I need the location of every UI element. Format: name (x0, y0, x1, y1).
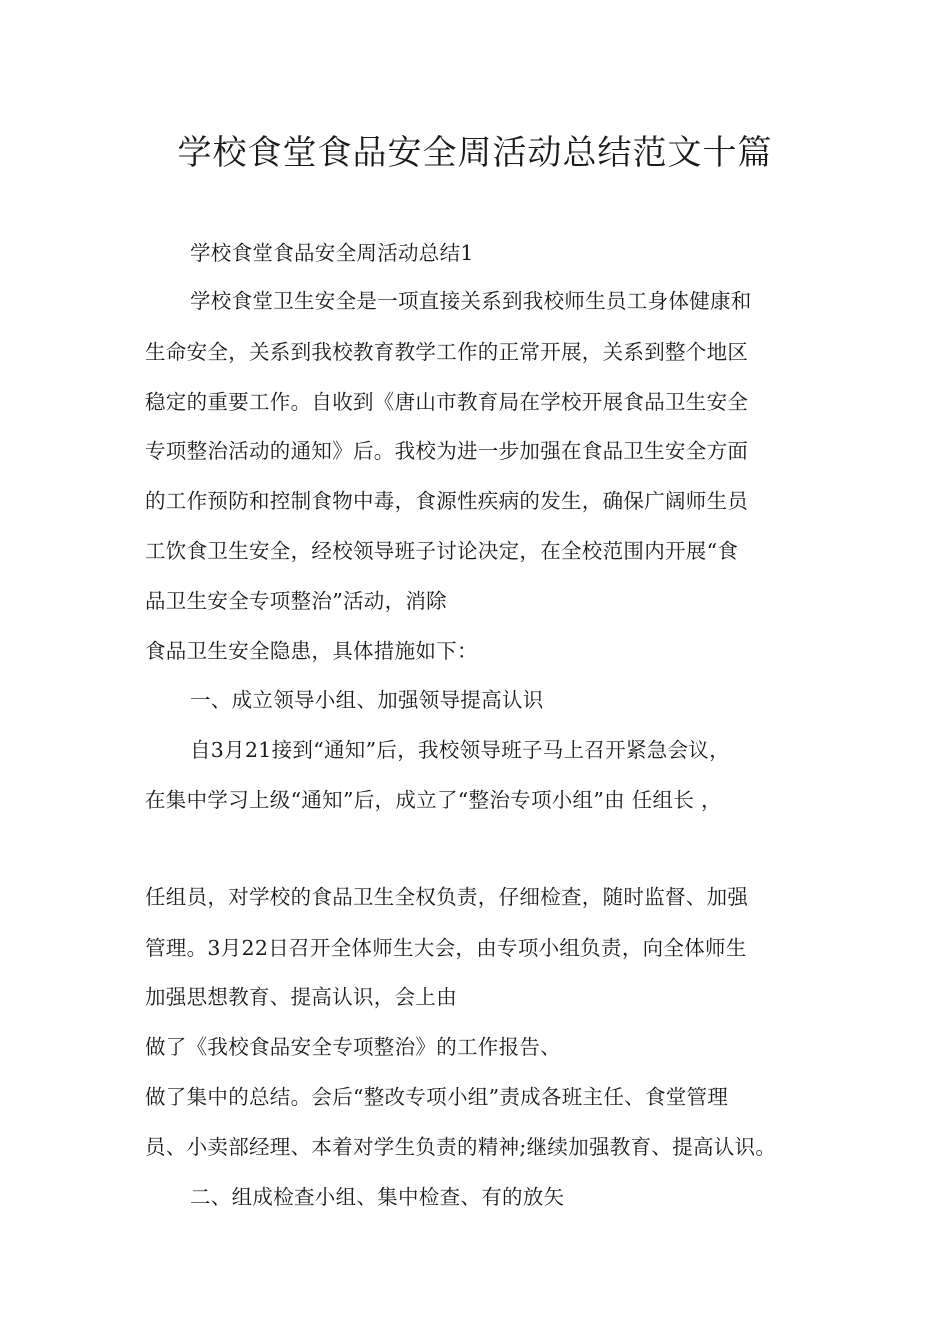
paragraph-line: 学校食堂卫生安全是一项直接关系到我校师生员工身体健康和 (190, 289, 752, 313)
paragraph-line: 稳定的重要工作。自收到《唐山市教育局在学校开展食品卫生安全 (145, 390, 749, 414)
paragraph-line: 做了《我校食品安全专项整治》的工作报告、 (145, 1035, 561, 1059)
document-title: 学校食堂食品安全周活动总结范文十篇 (177, 133, 773, 173)
paragraph-line: 在集中学习上级“通知”后，成立了“整治专项小组”由 任组长 ， (145, 788, 722, 812)
paragraph-line: 任组员，对学校的食品卫生全权负责，仔细检查，随时监督、加强 (145, 885, 749, 909)
paragraph-line: 加强思想教育、提高认识，会上由 (145, 985, 457, 1009)
section-heading: 学校食堂食品安全周活动总结1 (190, 241, 474, 265)
section-heading: 一、成立领导小组、加强领导提高认识 (190, 688, 544, 712)
paragraph-line: 生命安全，关系到我校教育教学工作的正常开展，关系到整个地区 (145, 340, 749, 364)
paragraph-line: 管理。3月22日召开全体师生大会，由专项小组负责，向全体师生 (145, 936, 747, 960)
paragraph-line: 工饮食卫生安全，经校领导班子讨论决定，在全校范围内开展“食 (145, 539, 739, 563)
paragraph-line: 的工作预防和控制食物中毒，食源性疾病的发生，确保广阔师生员 (145, 489, 749, 513)
paragraph-line: 专项整治活动的通知》后。我校为进一步加强在食品卫生安全方面 (145, 439, 749, 463)
paragraph-line: 食品卫生安全隐患，具体措施如下： (145, 639, 478, 663)
paragraph-line: 品卫生安全专项整治”活动，消除 (145, 589, 447, 613)
paragraph-line: 员、小卖部经理、本着对学生负责的精神;继续加强教育、提高认识。 (145, 1135, 777, 1159)
paragraph-line: 自3月21接到“通知”后，我校领导班子马上召开紧急会议， (190, 738, 730, 762)
paragraph-line: 做了集中的总结。会后“整改专项小组”责成各班主任、食堂管理 (145, 1085, 729, 1109)
section-heading: 二、组成检查小组、集中检查、有的放矢 (190, 1185, 565, 1209)
